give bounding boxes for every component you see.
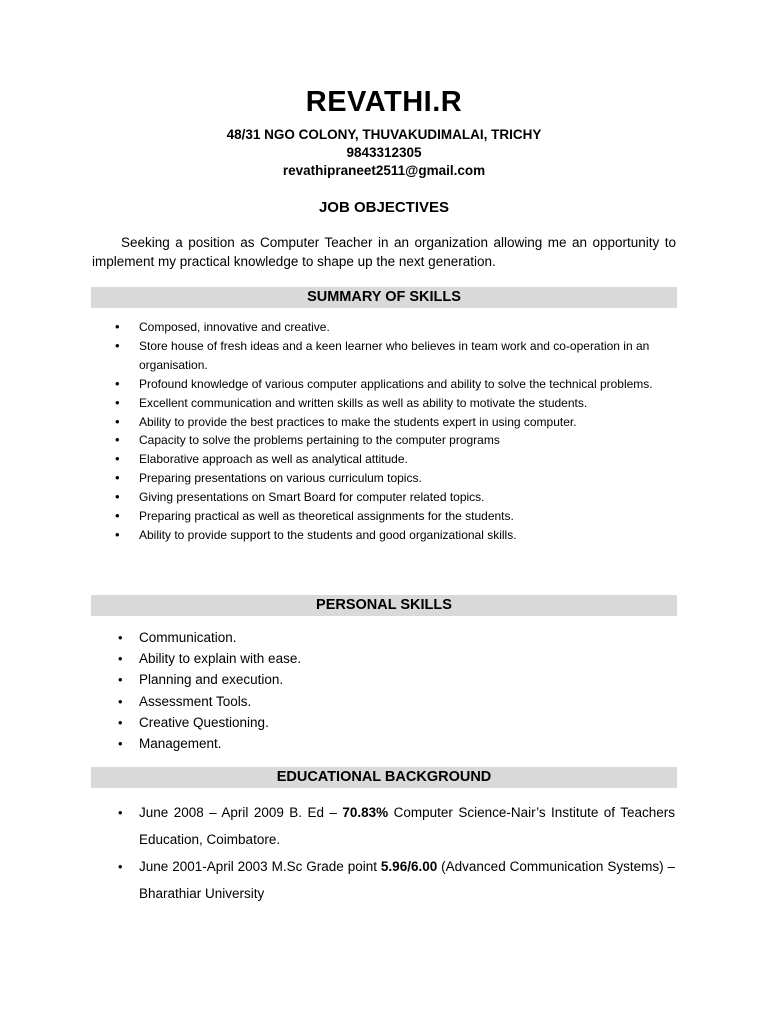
job-objectives-text: Seeking a position as Computer Teacher in an organization allowing me an opportunity to implement my practical knowledge to shape up the next generation. — [92, 235, 676, 269]
list-item: • Store house of fresh ideas and a keen learner who believes in team work and co-operation in an organisation. — [139, 337, 679, 375]
education-list — [139, 799, 675, 907]
education-score: 5.96/6.00 — [380, 859, 438, 874]
candidate-name: REVATHI.R — [305, 86, 463, 118]
list-item: • Capacity to solve the problems pertaining to the computer programs — [139, 431, 679, 450]
summary-of-skills-heading: SUMMARY OF SKILLS — [91, 287, 677, 308]
list-item: • Giving presentations on Smart Board for computer related topics. — [139, 488, 679, 507]
education-text: (Advanced Communication Systems) – Bharathiar University — [139, 859, 676, 901]
list-item: • Preparing presentations on various curriculum topics. — [139, 469, 679, 488]
list-item: • Ability to provide the best practices to make the students expert in using computer. — [139, 413, 679, 432]
list-item: • Elaborative approach as well as analytical attitude. — [139, 450, 679, 469]
education-text: June 2008 – April 2009 B. Ed – — [139, 805, 343, 820]
education-score: 70.83% — [342, 805, 389, 820]
list-item: • Ability to explain with ease. — [139, 648, 659, 669]
list-item: • Excellent communication and written skills as well as ability to motivate the students. — [139, 394, 679, 413]
educational-background-heading: EDUCATIONAL BACKGROUND — [91, 767, 677, 788]
address: 48/31 NGO COLONY, THUVAKUDIMALAI, TRICHY — [226, 127, 542, 142]
education-text: Computer Science-Nair’s Institute of Teachers Education, Coimbatore. — [139, 805, 675, 847]
summary-of-skills-list — [139, 318, 679, 545]
phone-number: 9843312305 — [346, 145, 422, 160]
education-entry-msc — [139, 853, 675, 907]
job-objectives-heading: JOB OBJECTIVES — [318, 199, 450, 216]
personal-skills-heading: PERSONAL SKILLS — [91, 595, 677, 616]
list-item: • Management. — [139, 733, 659, 754]
list-item: • Composed, innovative and creative. — [139, 318, 679, 337]
list-item: • Ability to provide support to the students and good organizational skills. — [139, 526, 679, 545]
list-item: • Creative Questioning. — [139, 712, 659, 733]
education-text: June 2001-April 2003 M.Sc Grade point — [139, 859, 381, 874]
list-item: • Preparing practical as well as theoretical assignments for the students. — [139, 507, 679, 526]
list-item: • Communication. — [139, 627, 659, 648]
list-item: • Planning and execution. — [139, 669, 659, 690]
personal-skills-list — [139, 627, 659, 754]
education-entry-bed — [139, 799, 675, 853]
list-item: • Profound knowledge of various computer applications and ability to solve the technical problems. — [139, 375, 679, 394]
email-address: revathipraneet2511@gmail.com — [282, 163, 486, 178]
list-item: • Assessment Tools. — [139, 691, 659, 712]
